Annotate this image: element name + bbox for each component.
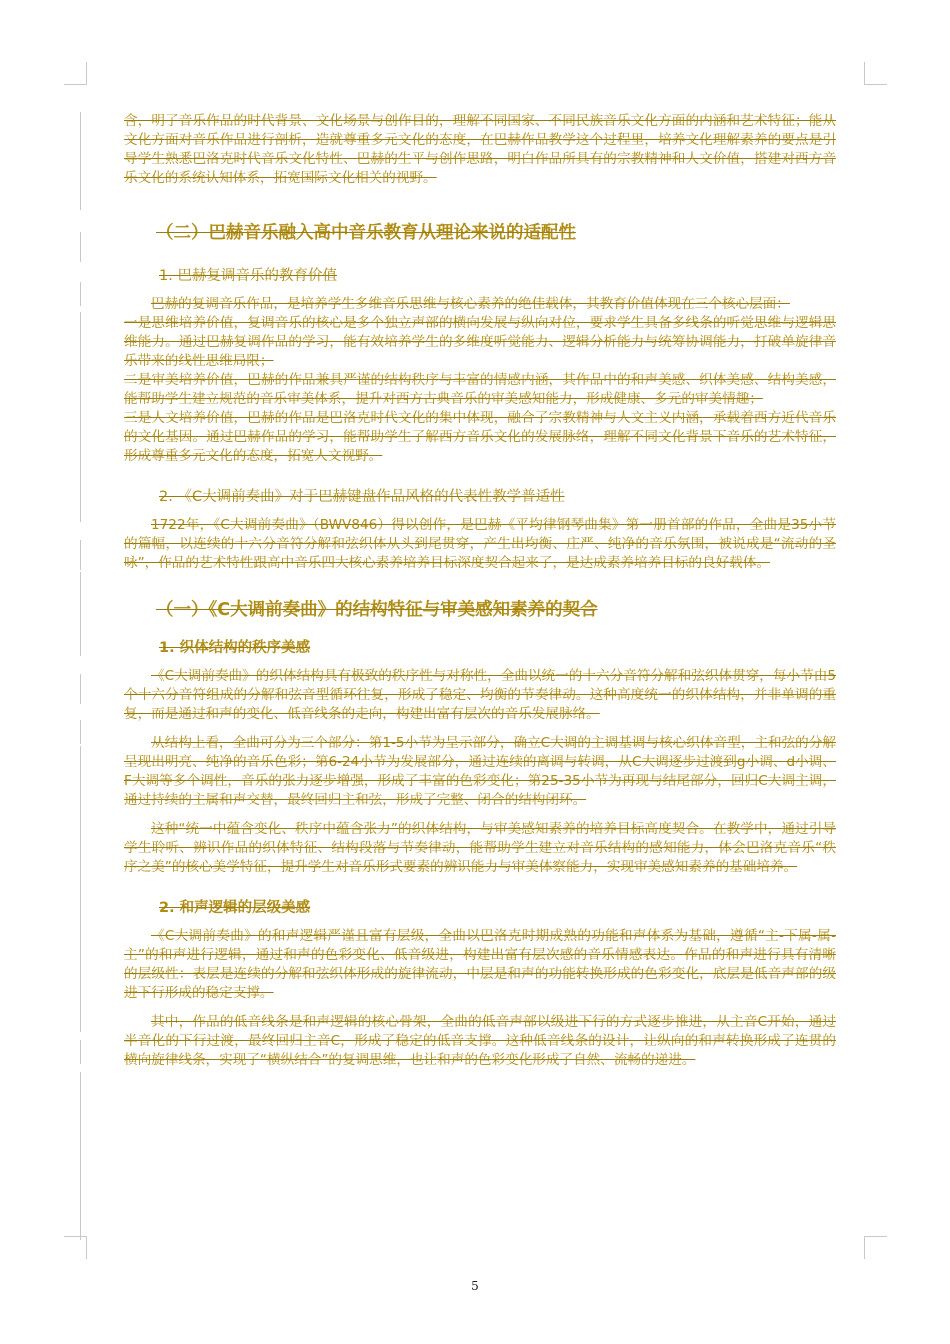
body-paragraph: 二是审美培养价值，巴赫的作品兼具严谨的结构秩序与丰富的情感内涵，其作品中的和声美感、织体美感、结构美感，能帮助学生建立规范的音乐审美体系，提升对西方古典音乐的审美感知能力，形成健康、多元的审美情趣； — [124, 372, 836, 407]
revision-bar — [80, 112, 81, 210]
revision-bar — [80, 572, 81, 656]
body-paragraph: 《C大调前奏曲》的织体结构具有极致的秩序性与对称性，全曲以统一的十六分音符分解和弦织体贯穿，每小节由5个十六分音符组成的分解和弦音型循环往复，形成了稳定、均衡的节奏律动。这种高度统一的织体结构，并非单调的重复，而是通过和声的变化、低音线条的走向，构建出富有层次的音乐发展脉络。 — [124, 668, 836, 722]
body-paragraph: 三是人文培养价值，巴赫的作品是巴洛克时代文化的集中体现，融合了宗教精神与人文主义内涵，承载着西方近代音乐的文化基因。通过巴赫作品的学习，能帮助学生了解西方音乐文化的发展脉络，理解不同文化背景下音乐的艺术特征，形成尊重多元文化的态度，拓宽人文视野。 — [124, 410, 836, 464]
subsection-title: 2. 和声逻辑的层级美感 — [159, 900, 311, 916]
body-paragraph: 《C大调前奏曲》的和声逻辑严谨且富有层级，全曲以巴洛克时期成熟的功能和声体系为基础，遵循“主-下属-属-主”的和声进行逻辑，通过和声的色彩变化、低音级进，构建出富有层次感的音乐情感表达。作品的和声进行具有清晰的层级性：表层是连续的分解和弦织体形成的旋律流动，中层是和声的功能转换形成的色彩变化，底层是低音声部的级进下行形成的稳定支撑。 — [124, 928, 836, 1001]
revision-bar — [80, 746, 81, 1032]
section-heading: （二）巴赫音乐融入高中音乐教育从理论来说的适配性 — [156, 223, 576, 243]
revision-bar — [80, 1040, 81, 1064]
revision-bar — [80, 232, 81, 262]
revision-bar — [80, 1072, 81, 1240]
subsection-title: 2. 《C大调前奏曲》对于巴赫键盘作品风格的代表性教学普适性 — [159, 489, 565, 505]
crop-mark-bottom-left — [64, 1236, 87, 1259]
revision-bar — [80, 312, 81, 522]
intro-paragraph: 含，明了音乐作品的时代背景、文化场景与创作目的，理解不同国家、不同民族音乐文化方面的内涵和艺术特征；能从文化方面对音乐作品进行剖析，造就尊重多元文化的态度，在巴赫作品教学这个过程里，培养文化理解素养的要点是引导学生熟悉巴洛克时代音乐文化特性、巴赫的生平与创作思路，明白作品所具有的宗教精神和人文价值，搭建对西方音乐文化的系统认知体系，拓宽国际文化相关的视野。 — [124, 113, 836, 186]
crop-mark-bottom-right — [864, 1236, 887, 1259]
body-paragraph: 这种“统一中蕴含变化、秩序中蕴含张力”的织体结构，与审美感知素养的培养目标高度契合。在教学中，通过引导学生聆听、辨识作品的织体特征、结构段落与节奏律动，能帮助学生建立对音乐结构的感知能力，体会巴洛克音乐“秩序之美”的核心美学特征，提升学生对音乐形式要素的辨识能力与审美体察能力，实现审美感知素养的基础培养。 — [124, 821, 836, 875]
revision-bar — [80, 674, 81, 704]
revision-bar — [80, 540, 81, 570]
page-number: 5 — [471, 1279, 479, 1293]
subsection-title: 1. 织体结构的秩序美感 — [159, 640, 311, 656]
body-paragraph: 1722年，《C大调前奏曲》（BWV846）得以创作，是巴赫《平均律钢琴曲集》第一册首部的作品，全曲是35小节的篇幅，以连续的十六分音符分解和弦织体从头到尾贯穿，产生出均衡、庄严、纯净的音乐氛围，被说成是“流动的圣咏”，作品的艺术特性跟高中音乐四大核心素养培养目标深度契合起来了，是达成素养培养目标的良好载体。 — [124, 517, 836, 571]
subsection-title: 1. 巴赫复调音乐的教育价值 — [159, 268, 337, 284]
crop-mark-top-right — [864, 62, 887, 85]
body-paragraph: 一是思维培养价值，复调音乐的核心是多个独立声部的横向发展与纵向对位，要求学生具备多线条的听觉思维与逻辑思维能力。通过巴赫复调作品的学习，能有效培养学生的多维度听觉能力、逻辑分析能力与统筹协调能力，打破单旋律音乐带来的线性思维局限； — [124, 315, 836, 369]
section-heading: （一）《C大调前奏曲》的结构特征与审美感知素养的契合 — [156, 600, 598, 620]
document-body — [124, 112, 836, 1070]
revision-bar — [80, 282, 81, 306]
body-paragraph: 从结构上看，全曲可分为三个部分：第1-5小节为呈示部分，确立C大调的主调基调与核心织体音型，主和弦的分解呈现出明亮、纯净的音乐色彩；第6-24小节为发展部分，通过连续的离调与转调，从C大调逐步过渡到g小调、d小调、F大调等多个调性，音乐的张力逐步增强，形成了丰富的色彩变化；第25-35小节为再现与结尾部分，回归C大调主调，通过持续的主属和声交替，最终回归主和弦，形成了完整、闭合的结构闭环。 — [124, 735, 836, 808]
body-paragraph: 巴赫的复调音乐作品，是培养学生多维音乐思维与核心素养的绝佳载体，其教育价值体现在三个核心层面： — [151, 296, 790, 312]
crop-mark-top-left — [64, 62, 87, 85]
revision-bar — [80, 720, 81, 744]
body-paragraph: 其中，作品的低音线条是和声逻辑的核心骨架，全曲的低音声部以级进下行的方式逐步推进，从主音C开始，通过半音化的下行过渡，最终回归主音C，形成了稳定的低音支撑。这种低音线条的设计，让纵向的和声转换形成了连贯的横向旋律线条，实现了“横纵结合”的复调思维，也让和声的色彩变化形成了自然、流畅的递进。 — [124, 1014, 836, 1068]
